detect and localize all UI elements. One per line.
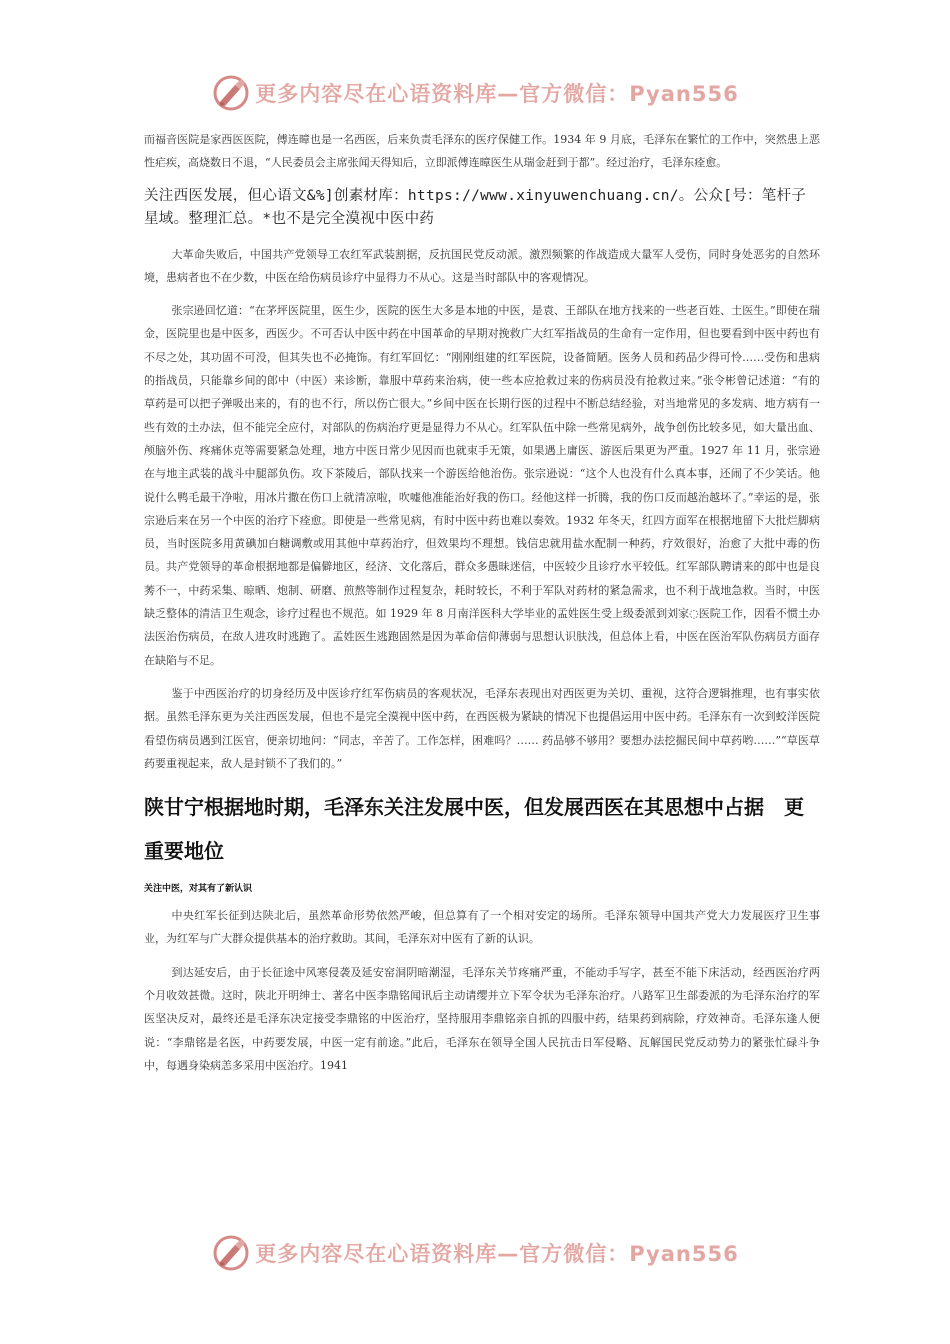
promo-line: 关注西医发展，但心语文&%]创素材库：https://www.xinyuwenchuang.cn/。公众[号：笔杆子星域。整理汇总。*也不是完全漠视中医中药 — [144, 187, 807, 227]
pen-logo-icon — [211, 1233, 251, 1273]
footer-banner — [0, 1228, 950, 1278]
paragraph-5: 到达延安后，由于长征途中风寒侵袭及延安窑洞阴暗潮湿，毛泽东关节疼痛严重，不能动手写字，甚至不能下床活动，经西医治疗两个月收效甚微。这时，陕北开明绅士、著名中医李鼎铭闻讯后主动请缨并立下军令状为毛泽东治疗。八路军卫生部委派的为毛泽东治疗的军医坚决反对，最终还是毛泽东决定接受李鼎铭的中医治疗，坚持服用李鼎铭亲自抓的四服中药，结果药到病除，疗效神奇。毛泽东逢人便说：“李鼎铭是名医，中药要发展，中医一定有前途。”此后，毛泽东在领导全国人民抗击日军侵略、瓦解国民党反动势力的紧张忙碌斗争中，每遇身染病恙多采用中医治疗。1941 — [144, 965, 820, 1072]
pen-logo-icon — [211, 73, 251, 113]
subsection-heading: 关注中医，对其有了新认识 — [144, 884, 253, 895]
paragraph-3: 鉴于中西医治疗的切身经历及中医诊疗红军伤病员的客观状况，毛泽东表现出对西医更为关切、重视，这符合逻辑推理，也有事实依据。虽然毛泽东更为关注西医发展，但也不是完全漠视中医中药，在西医极为紧缺的情况下也提倡运用中医中药。毛泽东有一次到蛟洋医院看望伤病员遇到江医官，便亲切地问：“同志，辛苦了。工作怎样，困难吗？…… 药品够不够用？要想办法挖掘民间中草药哟……”“草医草药要重视起来，敌人是封锁不了我们的。” — [144, 686, 820, 770]
article-body — [144, 128, 820, 1087]
section-heading: 陕甘宁根据地时期，毛泽东关注发展中医，但发展西医在其思想中占据 更重要地位 — [144, 795, 804, 864]
paragraph-2: 张宗逊回忆道：“在茅坪医院里，医生少，医院的医生大多是本地的中医，是袁、王部队在地方找来的一些老百姓、土医生。”即使在瑞金，医院里也是中医多，西医少。不可否认中医中药在中国革命的早期对挽救广大红军指战员的生命有一定作用，但也要看到中医中药也有不尽之处，其功固不可没，但其失也不必掩饰。有红军回忆：“刚刚组建的红军医院，设备简陋。医务人员和药品少得可怜……受伤和患病的指战员，只能靠乡间的郎中（中医）来诊断，靠服中草药来治病，使一些本应抢救过来的伤病员没有抢救过来。”张令彬曾记述道：“有的草药是可以把子弹吸出来的，有的也不行，所以伤亡很大。”乡间中医在长期行医的过程中不断总结经验，对当地常见的多发病、地方病有一些有效的土办法，但不能完全应付，对部队的伤病治疗更是显得力不从心。红军队伍中除一些常见病外，战争创伤比较多见，如大量出血、颅脑外伤、疼痛休克等需要紧急处理，地方中医日常少见因而也就束手无策，如果遇上庸医、游医后果更为严重。1927 年 11 月，张宗逊在与地主武装的战斗中腿部负伤。攻下茶陵后，部队找来一个游医给他治伤。张宗逊说：“这个人也没有什么真本事，还闹了不少笑话。他说什么鸭毛最干净啦，用冰片撒在伤口上就清凉啦，吹嘘他准能治好我的伤口。经他这样一折腾，我的伤口反而越治越坏了。”幸运的是，张宗逊后来在另一个中医的治疗下痊愈。即使是一些常见病，有时中医中药也难以奏效。1932 年冬天，红四方面军在根据地留下大批烂脚病员，当时医院多用黄碘加白糖调敷或用其他中草药治疗，但效果均不理想。钱信忠就用盐水配制一种药，疗效很好，治愈了大批中毒的伤员。共产党领导的革命根据地都是偏僻地区，经济、文化落后，群众多愚昧迷信，中医较少且诊疗水平较低。红军部队聘请来的郎中也是良莠不一，中药采集、晾晒、炮制、研磨、煎熬等制作过程复杂，耗时较长，不利于军队对药材的紧急需求，也不利于战地急救。当时，中医缺乏整体的清洁卫生观念，诊疗过程也不规范。如 1929 年 8 月南洋医科大学毕业的孟姓医生受上级委派到刘家◌医院工作，因看不惯土办法医治伤病员，在敌人进攻时逃跑了。孟姓医生逃跑固然是因为革命信仰薄弱与思想认识肤浅，但总体上看，中医在医治军队伤病员方面存在缺陷与不足。 — [144, 304, 820, 667]
paragraph-1: 大革命失败后，中国共产党领导工农红军武装割据，反抗国民党反动派。激烈频繁的作战造成大量军人受伤，同时身处恶劣的自然环境，患病者也不在少数，中医在给伤病员诊疗中显得力不从心。这是当时部队中的客观情况。 — [144, 247, 820, 284]
banner-text: 更多内容尽在心语资料库—官方微信：Pyan556 — [255, 1242, 739, 1266]
paragraph-intro: 而福音医院是家西医医院，傅连暲也是一名西医，后来负责毛泽东的医疗保健工作。1934 年 9 月底，毛泽东在繁忙的工作中，突然患上恶性疟疾，高烧数日不退，“人民委员会主席张闻天得知后，立即派傅连暲医生从瑞金赶到于都”。经过治疗，毛泽东痊愈。 — [144, 133, 820, 170]
paragraph-4: 中央红军长征到达陕北后，虽然革命形势依然严峻，但总算有了一个相对安定的场所。毛泽东领导中国共产党大力发展医疗卫生事业，为红军与广大群众提供基本的治疗救助。其间，毛泽东对中医有了新的认识。 — [144, 909, 820, 946]
header-banner — [0, 68, 950, 118]
banner-text: 更多内容尽在心语资料库—官方微信：Pyan556 — [255, 82, 739, 106]
